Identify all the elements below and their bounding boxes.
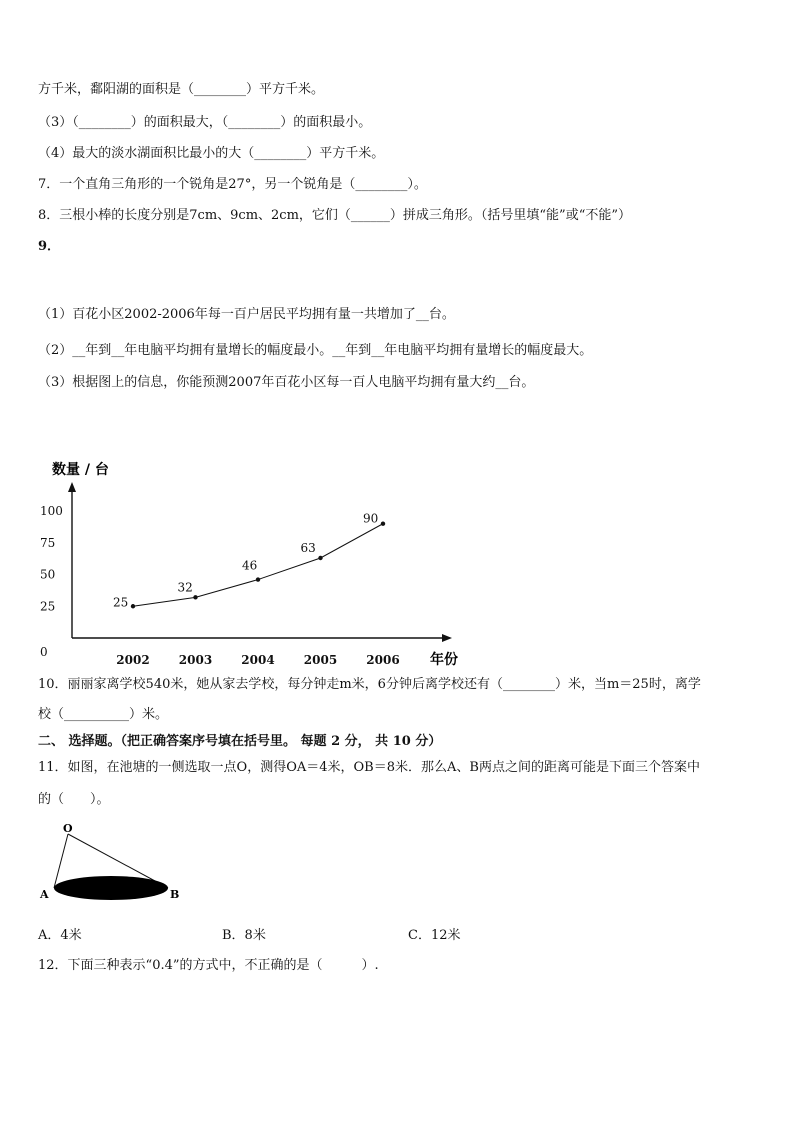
line-3: （4）最大的淡水湖面积比最小的大（________）平方千米。 <box>38 146 385 161</box>
point-b-label: B <box>170 888 180 901</box>
y-tick-label: 0 <box>40 645 48 659</box>
chart-xlabel: 年份 <box>430 652 458 668</box>
point-a-label: A <box>40 888 49 901</box>
series-line <box>133 524 383 607</box>
data-label: 32 <box>177 580 193 595</box>
x-tick-label: 2005 <box>303 653 338 667</box>
data-point <box>381 522 385 526</box>
chart-ylabel: 数量 / 台 <box>52 462 109 478</box>
x-tick-label: 2002 <box>116 653 150 667</box>
question-7: 7．一个直角三角形的一个锐角是27°，另一个锐角是（________）。 <box>38 177 427 192</box>
line-2: （3）（________）的面积最大，（________）的面积最小。 <box>38 115 372 130</box>
option-a: A．4米 <box>38 928 82 943</box>
y-tick-label: 25 <box>40 599 56 614</box>
y-tick-label: 75 <box>40 535 56 550</box>
question-9: 9． <box>38 239 61 254</box>
x-axis-arrow <box>442 634 452 642</box>
point-o-label: O <box>63 822 73 835</box>
data-label: 46 <box>242 558 258 573</box>
data-point <box>318 556 322 560</box>
y-tick-label: 50 <box>40 567 56 582</box>
pond-svg <box>36 820 196 910</box>
y-axis-arrow <box>68 482 76 492</box>
data-point <box>256 577 260 581</box>
data-point <box>131 604 135 608</box>
line-1: 方千米，鄱阳湖的面积是（________）平方千米。 <box>38 82 325 97</box>
x-tick-label: 2004 <box>241 653 275 667</box>
section-2-heading: 二、 选择题。（把正确答案序号填在括号里。 每题 2 分， 共 10 分） <box>38 734 442 749</box>
data-label: 90 <box>363 511 379 526</box>
data-label: 25 <box>113 595 129 610</box>
question-10: 10．丽丽家离学校540米，她从家去学校，每分钟走m米，6分钟后离学校还有（________）米，当m＝25时，离学 <box>38 677 701 692</box>
pond-figure <box>36 820 196 910</box>
option-c: C．12米 <box>408 928 461 943</box>
y-tick-label: 100 <box>40 504 63 518</box>
question-11: 11．如图，在池塘的一侧选取一点O，测得OA＝4米，OB＝8米．那么A、B两点之间的距离可能是下面三个答案中 <box>38 760 700 775</box>
chart-svg <box>30 452 470 677</box>
pond-shape <box>54 876 168 900</box>
option-b: B．8米 <box>222 928 266 943</box>
data-point <box>193 595 197 599</box>
question-8: 8．三根小棒的长度分别是7cm、9cm、2cm，它们（______）拼成三角形。（括号里填“能”或“不能”） <box>38 208 631 223</box>
line-chart <box>30 452 470 677</box>
question-10-cont: 校（__________）米。 <box>38 707 169 722</box>
x-tick-label: 2006 <box>366 653 400 667</box>
question-11-cont: 的（ ）。 <box>38 792 110 807</box>
x-tick-label: 2003 <box>178 653 213 667</box>
segment-oa <box>54 834 68 888</box>
question-9-part-2: （2）__年到__年电脑平均拥有量增长的幅度最小。__年到__年电脑平均拥有量增长的幅度最大。 <box>38 343 593 358</box>
data-label: 63 <box>300 540 316 555</box>
question-12: 12．下面三种表示“0.4”的方式中，不正确的是（ ）. <box>38 958 379 973</box>
question-9-part-1: （1）百花小区2002-2006年每一百户居民平均拥有量一共增加了__台。 <box>38 307 455 322</box>
question-9-part-3: （3）根据图上的信息，你能预测2007年百花小区每一百人电脑平均拥有量大约__台。 <box>38 375 535 390</box>
